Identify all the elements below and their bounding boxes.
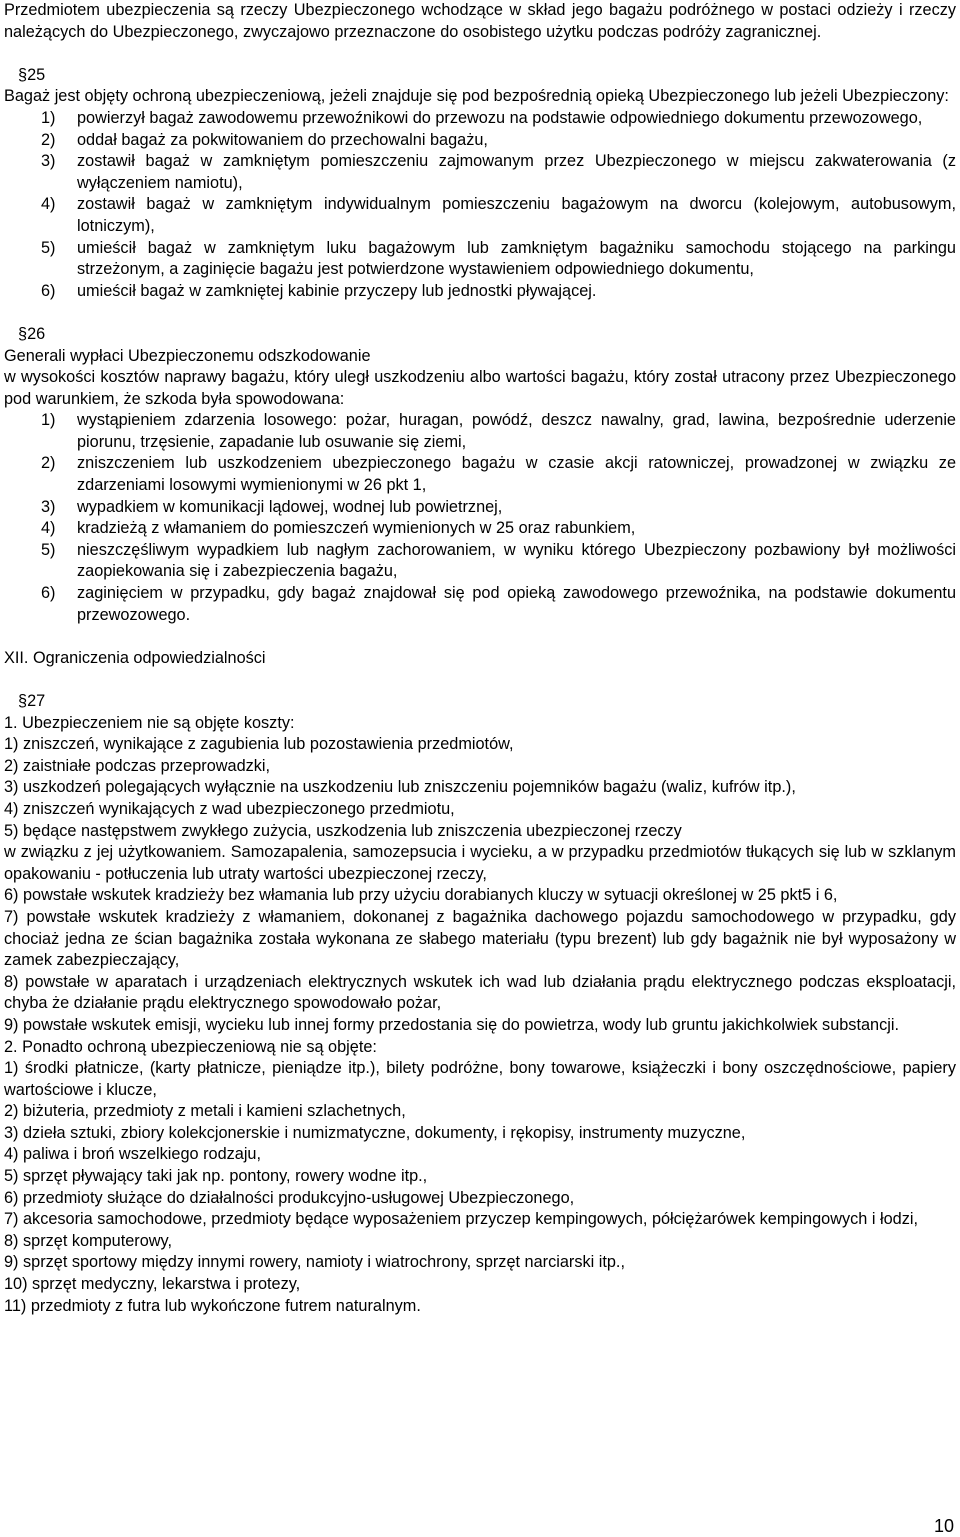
item-number: 5): [41, 540, 56, 559]
item-text: zniszczeniem lub uszkodzeniem ubezpieczonego bagażu w czasie akcji ratowniczej, prowadzonej w związku ze zdarzeniami losowymi wymienionymi w 26 pkt 1,: [77, 454, 956, 495]
item-number: 3): [41, 497, 56, 516]
item-text: wypadkiem w komunikacji lądowej, wodnej lub powietrznej,: [77, 497, 503, 516]
item-number: 4): [41, 519, 56, 538]
list-item: 1) środki płatnicze, (karty płatnicze, pieniądze itp.), bilety podróżne, bony towarowe, książeczki i bony oszczędnościowe, papiery wartościowe i klucze,: [4, 1059, 956, 1099]
section-number: §26: [18, 324, 46, 343]
cause-list: [4, 410, 956, 626]
list-item: 6) powstałe wskutek kradzieży bez włamania lub przy użyciu dorabianych kluczy w sytuacji określonej w 25 pkt5 i 6,: [4, 886, 838, 905]
item-number: 3): [41, 152, 56, 171]
list-item: [4, 238, 956, 281]
condition-list: [4, 108, 956, 302]
list-item: [4, 540, 956, 583]
section-number-value: 27: [27, 692, 46, 710]
item-number: 2): [41, 130, 56, 149]
section-lead: Generali wypłaci Ubezpieczonemu odszkodowanie: [4, 346, 371, 365]
document-page: [4, 0, 956, 1317]
item-number: 2): [41, 454, 56, 473]
section-lead: Bagaż jest objęty ochroną ubezpieczeniową, jeżeli znajduje się pod bezpośrednią opieką Ubezpieczonego lub jeżeli Ubezpieczony:: [4, 87, 949, 106]
list-item: 1) zniszczeń, wynikające z zagubienia lub pozostawienia przedmiotów,: [4, 735, 514, 754]
list-item: 4) paliwa i broń wszelkiego rodzaju,: [4, 1145, 262, 1164]
list-item: [4, 151, 956, 194]
list-item: 9) sprzęt sportowy między innymi rowery, namioty i wiatrochrony, sprzęt narciarski itp.,: [4, 1253, 625, 1272]
list-item: [4, 108, 956, 130]
list-item: 5) będące następstwem zwykłego zużycia, uszkodzenia lub zniszczenia ubezpieczonej rzeczy: [4, 821, 682, 840]
section-number-value: 26: [27, 324, 46, 343]
section-number-value: 25: [27, 65, 46, 84]
item-text: zaginięciem w przypadku, gdy bagaż znajdował się pod opieką zawodowego przewoźnika, na podstawie dokumentu przewozowego.: [77, 584, 956, 624]
excluded-costs-list: [4, 734, 956, 1036]
exclusions-costs-heading: 1. Ubezpieczeniem nie są objęte koszty:: [4, 713, 295, 732]
chapter-heading: XII. Ograniczenia odpowiedzialności: [4, 648, 266, 667]
list-item: [4, 281, 956, 303]
item-text: kradzieżą z włamaniem do pomieszczeń wymienionych w 25 oraz rabunkiem,: [77, 519, 636, 538]
item-text: umieścił bagaż w zamkniętej kabinie przyczepy lub jednostki pływającej.: [77, 281, 597, 300]
item-number: 6): [41, 281, 56, 300]
list-item: [4, 453, 956, 496]
list-item: 4) zniszczeń wynikających z wad ubezpieczonego przedmiotu,: [4, 799, 455, 818]
item-text: zostawił bagaż w zamkniętym indywidualnym pomieszczeniu bagażowym na dworcu (kolejowym, autobusowym, lotniczym),: [77, 195, 956, 235]
excluded-items-list: [4, 1058, 956, 1317]
section-26: [4, 324, 956, 626]
list-item: [4, 194, 956, 237]
list-item: [4, 130, 956, 152]
item-number: 5): [41, 238, 56, 257]
list-item: 9) powstałe wskutek emisji, wycieku lub innej formy przedostania się do powietrza, wody lub gruntu jakichkolwiek substancji.: [4, 1015, 899, 1034]
item-text: nieszczęśliwym wypadkiem lub nagłym zachorowaniem, w wyniku którego Ubezpieczony pozbawiony był możliwości zaopiekowania się i zabezpieczenia bagażu,: [77, 540, 956, 581]
list-item: 3) dzieła sztuki, zbiory kolekcjonerskie i numizmatyczne, dokumenty, i rękopisy, instrumenty muzyczne,: [4, 1123, 746, 1142]
section-lead-continued: w wysokości kosztów naprawy bagażu, który uległ uszkodzeniu albo wartości bagażu, który został utracony przez Ubezpieczonego pod warunkiem, że szkoda była spowodowana:: [4, 368, 956, 408]
list-item: 3) uszkodzeń polegających wyłącznie na uszkodzeniu lub zniszczeniu pojemników bagażu (waliz, kufrów itp.),: [4, 778, 796, 797]
exclusions-items-heading: 2. Ponadto ochroną ubezpieczeniową nie są objęte:: [4, 1037, 377, 1056]
item-number: 1): [41, 411, 56, 430]
list-item: 2) biżuteria, przedmioty z metali i kamieni szlachetnych,: [4, 1102, 406, 1121]
item-number: 1): [41, 108, 56, 127]
list-item: 2) zaistniałe podczas przeprowadzki,: [4, 756, 271, 775]
list-item: 7) powstałe wskutek kradzieży z włamaniem, dokonanej z bagażnika dachowego pojazdu samochodowego w przypadku, gdy chociaż jedna ze ścian bagażnika została wykonana ze słabego materiału (typu brezent) lub gdy bagażnik nie był wyposażony w zamek zabezpieczający,: [4, 907, 956, 970]
list-item: 8) sprzęt komputerowy,: [4, 1231, 172, 1250]
section-number: §25: [18, 65, 46, 84]
item-text: umieścił bagaż w zamkniętym luku bagażowym lub zamkniętym bagażniku samochodu stojącego na parkingu strzeżonym, a zaginięcie bagażu jest potwierdzone wystawieniem odpowiedniego dokumentu,: [77, 238, 956, 279]
list-item: 6) przedmioty służące do działalności produkcyjno-usługowej Ubezpieczonego,: [4, 1188, 575, 1207]
section-number: §27: [18, 692, 46, 710]
list-item: 8) powstałe w aparatach i urządzeniach elektrycznych wskutek ich wad lub działania prądu elektrycznego podczas eksploatacji, chyba że działanie prądu elektrycznego spowodowało pożar,: [4, 972, 956, 1013]
list-item: 7) akcesoria samochodowe, przedmioty będące wyposażeniem przyczep kempingowych, półciężarówek kempingowych i łodzi,: [4, 1210, 918, 1229]
item-text: oddał bagaż za pokwitowaniem do przechowalni bagażu,: [77, 130, 488, 149]
list-item: [4, 410, 956, 453]
list-item: [4, 518, 956, 540]
section-27: [4, 691, 956, 1317]
list-item: [4, 583, 956, 626]
intro-paragraph: Przedmiotem ubezpieczenia są rzeczy Ubezpieczonego wchodzące w skład jego bagażu podróżnego w postaci odzieży i rzeczy należących do Ubezpieczonego, zwyczajowo przeznaczone do osobistego użytku podczas podróży zagranicznej.: [4, 1, 956, 41]
list-item: [4, 497, 956, 519]
list-item: w związku z jej użytkowaniem. Samozapalenia, samozepsucia i wycieku, a w przypadku przedmiotów tłukących się lub w szklanym opakowaniu - potłuczenia lub utraty wartości ubezpieczonej rzeczy,: [4, 843, 956, 883]
item-text: wystąpieniem zdarzenia losowego: pożar, huragan, powódź, deszcz nawalny, grad, lawina, bezpośrednie uderzenie piorunu, trzęsienie, zapadanie lub osuwanie się ziemi,: [77, 411, 956, 451]
item-text: powierzył bagaż zawodowemu przewoźnikowi do przewozu na podstawie odpowiedniego dokumentu przewozowego,: [77, 108, 923, 127]
list-item: 10) sprzęt medyczny, lekarstwa i protezy,: [4, 1275, 301, 1294]
item-text: zostawił bagaż w zamkniętym pomieszczeniu zajmowanym przez Ubezpieczonego w miejscu zakwaterowania (z wyłączeniem namiotu),: [77, 152, 956, 192]
list-item: 5) sprzęt pływający taki jak np. pontony, rowery wodne itp.,: [4, 1167, 428, 1186]
list-item: 11) przedmioty z futra lub wykończone futrem naturalnym.: [4, 1296, 421, 1315]
item-number: 4): [41, 195, 56, 214]
item-number: 6): [41, 584, 56, 603]
section-25: [4, 65, 956, 303]
page-number: 10: [933, 1516, 954, 1536]
